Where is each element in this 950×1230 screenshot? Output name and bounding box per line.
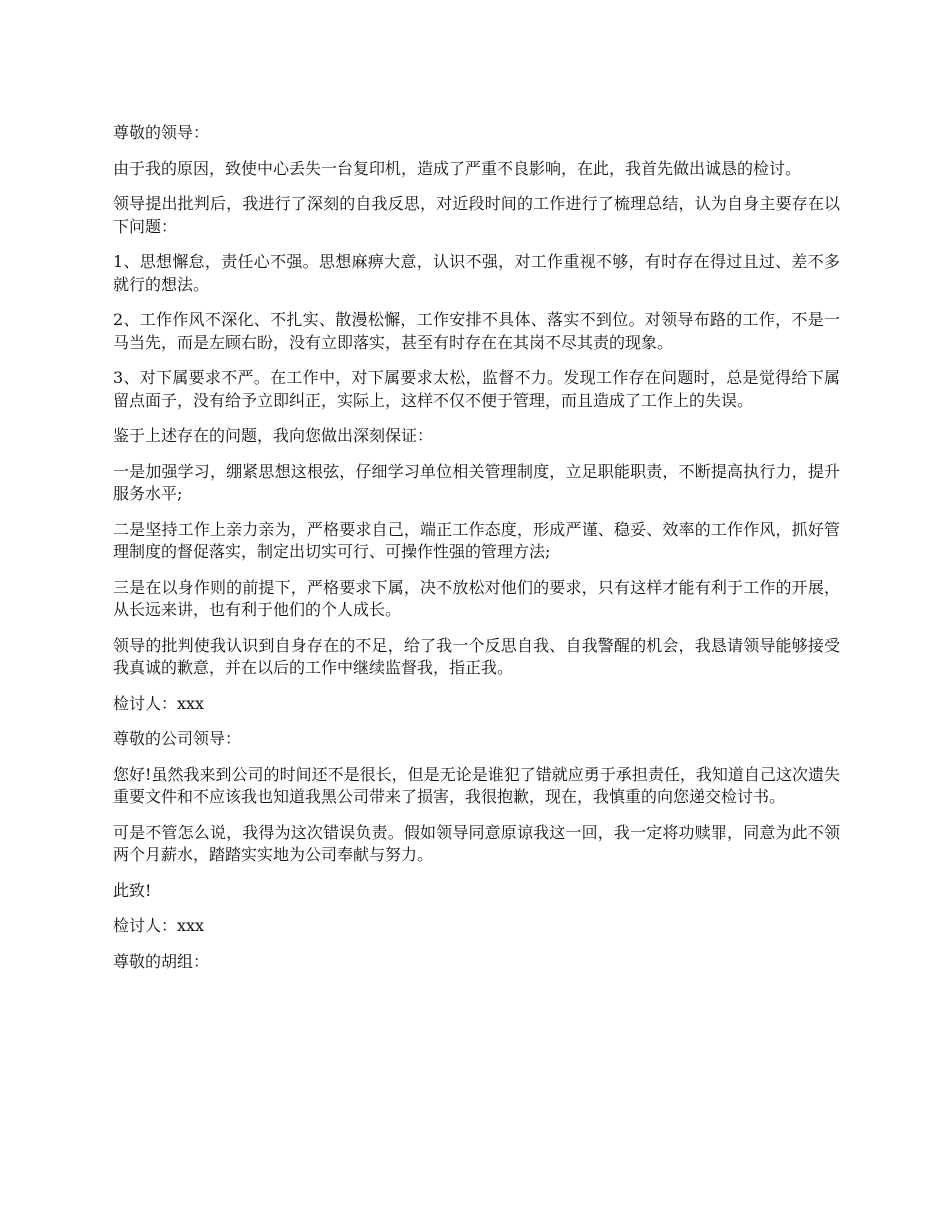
signature-2: 检讨人：xxx xyxy=(113,916,205,935)
paragraph-closing: 领导的批判使我认识到自身存在的不足，给了我一个反思自我、自我警醒的机会，我恳请领导能够接受我真诚的歉意，并在以后的工作中继续监督我，指正我。 xyxy=(113,635,840,677)
paragraph-responsibility: 可是不管怎么说，我得为这次错误负责。假如领导同意原谅我这一回，我一定将功赎罪，同意为此不领两个月薪水，踏踏实实地为公司奉献与努力。 xyxy=(113,822,840,864)
paragraph-reflection: 领导提出批判后，我进行了深刻的自我反思，对近段时间的工作进行了梳理总结，认为自身主要存在以下问题： xyxy=(113,194,840,236)
guarantee-item-3: 三是在以身作则的前提下，严格要求下属，决不放松对他们的要求，只有这样才能有利于工作的开展，从长远来讲，也有利于他们的个人成长。 xyxy=(113,577,840,619)
guarantee-item-1: 一是加强学习，绷紧思想这根弦，仔细学习单位相关管理制度，立足职能职责，不断提高执行力，提升服务水平; xyxy=(113,461,840,503)
signature-1: 检讨人：xxx xyxy=(113,693,205,713)
problem-item-2: 2、工作作风不深化、不扎实、散漫松懈，工作安排不具体、落实不到位。对领导布路的工作，不是一马当先，而是左顾右盼，没有立即落实，甚至有时存在在其岗不尽其责的现象。 xyxy=(113,310,840,352)
guarantee-item-2: 二是坚持工作上亲力亲为，严格要求自己，端正工作态度，形成严谨、稳妥、效率的工作作风，抓好管理制度的督促落实，制定出切实可行、可操作性强的管理方法; xyxy=(113,519,840,561)
document-page xyxy=(113,122,840,986)
salutation-3: 尊敬的胡组： xyxy=(113,951,210,971)
salutation-2: 尊敬的公司领导： xyxy=(113,729,242,748)
problem-item-3: 3、对下属要求不严。在工作中，对下属要求太松，监督不力。发现工作存在问题时，总是觉得给下属留点面子，没有给予立即纠正，实际上，这样不仅不便于管理，而且造成了工作上的失误。 xyxy=(113,368,840,410)
paragraph-intro: 由于我的原因，致使中心丢失一台复印机，造成了严重不良影响，在此，我首先做出诚恳的检讨。 xyxy=(113,158,802,178)
problem-item-1: 1、思想懈怠，责任心不强。思想麻痹大意，认识不强，对工作重视不够，有时存在得过且过、差不多就行的想法。 xyxy=(113,252,840,294)
salutation-1: 尊敬的领导： xyxy=(113,123,210,142)
paragraph-apology: 您好!虽然我来到公司的时间还不是很长，但是无论是谁犯了错就应勇于承担责任，我知道自己这次遗失重要文件和不应该我也知道我黑公司带来了损害，我很抱歉，现在，我慎重的向您递交检讨书。 xyxy=(113,764,840,806)
closing-phrase: 此致! xyxy=(113,880,152,900)
paragraph-guarantee: 鉴于上述存在的问题，我向您做出深刻保证： xyxy=(113,426,434,445)
